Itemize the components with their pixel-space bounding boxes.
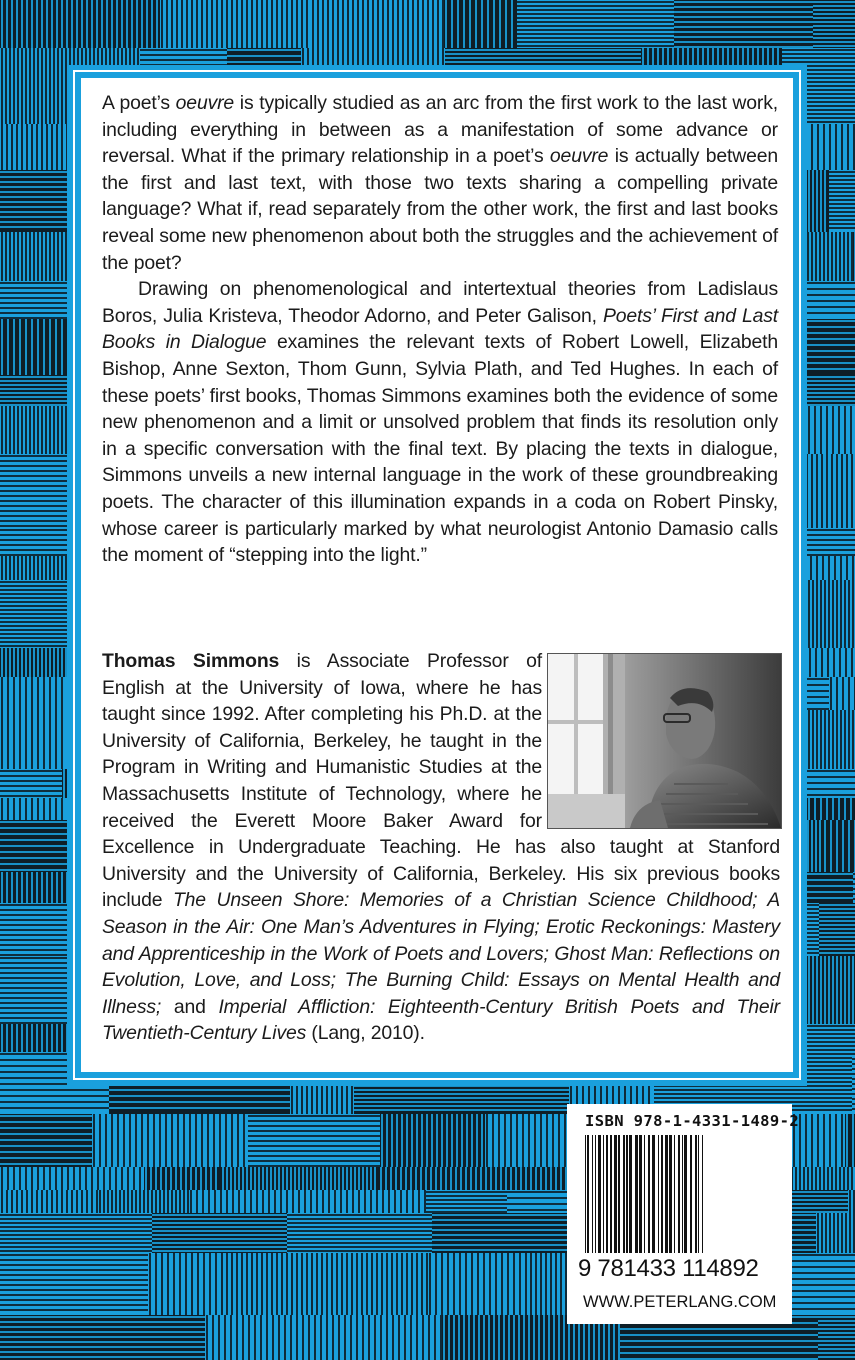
pattern-block	[816, 1213, 855, 1253]
publisher-url: WWW.PETERLANG.COM	[583, 1293, 777, 1311]
pattern-block	[248, 1114, 380, 1167]
pattern-block	[0, 1114, 92, 1167]
pattern-block	[152, 1213, 287, 1253]
italic-title: Imperial Affliction: Eighteenth-Century British Poets and Their Twentieth-Century Lives	[102, 995, 780, 1045]
barcode-digits: 9 781433 114892	[578, 1255, 759, 1282]
isbn-label: ISBN 978-1-4331-1489-2	[585, 1112, 800, 1130]
pattern-block	[189, 1190, 426, 1213]
pattern-block	[426, 1190, 507, 1213]
pattern-block	[380, 1114, 485, 1167]
pattern-block	[379, 1167, 577, 1190]
text-run: (Lang, 2010).	[306, 1022, 425, 1045]
pattern-block	[148, 1253, 220, 1315]
barcode-bar	[626, 1135, 628, 1253]
text-run: is Associate Professor of English at the University of Iowa, where he has taught since 1992. After completing his Ph.D. at the University of California, Berkeley, he taught in the Program in Writing and Humanistic Studies at the Massachusetts Institute of Technology, where he received the Everett Moore Baker Award for Excellence in Undergraduate Teaching. He has also taught at Stanford University and the University of California, Berkeley. His six previous books include	[102, 650, 780, 912]
text-run: Drawing on phenomenological and intertextual theories from Ladislaus Boros, Julia Kristeva, Theodor Adorno, and Peter Galison,	[102, 278, 778, 327]
barcode-bar	[639, 1135, 642, 1253]
barcode-bar	[629, 1135, 632, 1253]
pattern-block	[848, 1190, 855, 1213]
blurb	[102, 90, 778, 569]
barcode-bar	[603, 1135, 604, 1253]
barcode-bar	[610, 1135, 612, 1253]
pattern-block	[605, 0, 674, 48]
barcode-bar	[618, 1135, 620, 1253]
barcode-bar	[595, 1135, 596, 1253]
pattern-block	[205, 1315, 442, 1360]
pattern-block	[0, 281, 65, 319]
pattern-block	[819, 903, 855, 956]
pattern-block	[517, 0, 605, 48]
author-photo	[547, 653, 782, 829]
pattern-block	[0, 872, 72, 903]
barcode-bar	[658, 1135, 659, 1253]
barcode-bar	[702, 1135, 703, 1253]
pattern-block	[823, 820, 855, 872]
pattern-block	[0, 1213, 152, 1253]
barcode-bar	[690, 1135, 692, 1253]
pattern-block	[0, 1315, 205, 1360]
pattern-block	[160, 0, 311, 48]
pattern-block	[818, 1315, 855, 1360]
barcode-bar	[669, 1135, 672, 1253]
text-run: is typically studied as an arc from the first work to the last work, including everything in between as a manifestation of some advance or reversal. What if the primary relationship in a poet’s	[102, 92, 778, 168]
pattern-block	[0, 1190, 98, 1213]
pattern-block	[829, 769, 855, 798]
text-run: A poet’s	[102, 92, 176, 114]
barcode-bar	[585, 1135, 586, 1253]
barcode-bar	[682, 1135, 683, 1253]
barcode	[583, 1135, 779, 1255]
barcode-bar	[652, 1135, 655, 1253]
barcode-bar	[695, 1135, 697, 1253]
italic-title: oeuvre	[549, 145, 609, 168]
barcode-bar	[684, 1135, 687, 1253]
barcode-bar	[678, 1135, 680, 1253]
pattern-block	[92, 1114, 248, 1167]
text-run: is actually between the first and last text, with those two texts sharing a compelling private language? What if, read separately from the other work, the first and last books reveal some new phenomenon about both the struggles and the achievement of the poet?	[102, 145, 778, 274]
pattern-block	[287, 1213, 432, 1253]
pattern-block	[0, 769, 62, 798]
pattern-block	[221, 1167, 379, 1190]
pattern-block	[428, 1253, 529, 1315]
barcode-bar	[606, 1135, 608, 1253]
pattern-block	[829, 170, 855, 232]
blurb-paragraph-1	[102, 90, 778, 276]
barcode-bar	[661, 1135, 663, 1253]
blurb-paragraph-2	[102, 276, 778, 569]
pattern-block	[0, 1167, 144, 1190]
pattern-block	[0, 1253, 148, 1315]
italic-title: Poets’ First and Last Books in Dialogue	[102, 304, 778, 354]
barcode-bar	[635, 1135, 638, 1253]
pattern-block	[0, 232, 69, 281]
barcode-bar	[698, 1135, 699, 1253]
pattern-block	[829, 677, 855, 710]
barcode-bar	[623, 1135, 625, 1253]
barcode-bar	[592, 1135, 593, 1253]
pattern-block	[311, 0, 444, 48]
pattern-block	[0, 0, 160, 48]
barcode-bar	[587, 1135, 589, 1253]
pattern-block	[813, 0, 855, 48]
pattern-block	[220, 1253, 428, 1315]
barcode-bar	[674, 1135, 675, 1253]
pattern-block	[144, 1167, 221, 1190]
barcode-bar	[644, 1135, 645, 1253]
barcode-bar	[598, 1135, 601, 1253]
pattern-block	[845, 1114, 855, 1167]
barcode-bar	[648, 1135, 650, 1253]
barcode-bar	[665, 1135, 668, 1253]
author-name: Thomas Simmons	[102, 650, 280, 672]
barcode-bar	[614, 1135, 617, 1253]
italic-title: oeuvre	[175, 92, 235, 114]
text-run: examines the relevant texts of Robert Lowell, Elizabeth Bishop, Anne Sexton, Thom Gunn, Sylvia Plath, and Ted Hughes. In each of these poets’ first books, Thomas Simmons examines both the evidence of some new phenomenon and a limit or unsolved problem that finds its resolution only in a specific conversation with the final text. By placing the texts in dialogue, Simmons unveils a new internal language in the work of these groundbreaking poets. The character of this illumination expands in a coda on Robert Pinsky, whose career is particularly marked by what neurologist Antonio Damasio calls the moment of “stepping into the light.”	[102, 331, 779, 567]
pattern-block	[444, 0, 517, 48]
pattern-block	[674, 0, 813, 48]
text-run: and	[161, 995, 219, 1018]
pattern-block	[98, 1190, 189, 1213]
italic-title: The Unseen Shore: Memories of a Christian Science Childhood; A Season in the Air: One Man’s Adventures in Flying; Erotic Reckonings: Mastery and Apprenticeship in the Work of Poets and Lovers; Ghost Man: Reflections on Evolution, Love, and Loss; The Burning Child: Essays on Mental Health and Illness;	[102, 889, 780, 1018]
